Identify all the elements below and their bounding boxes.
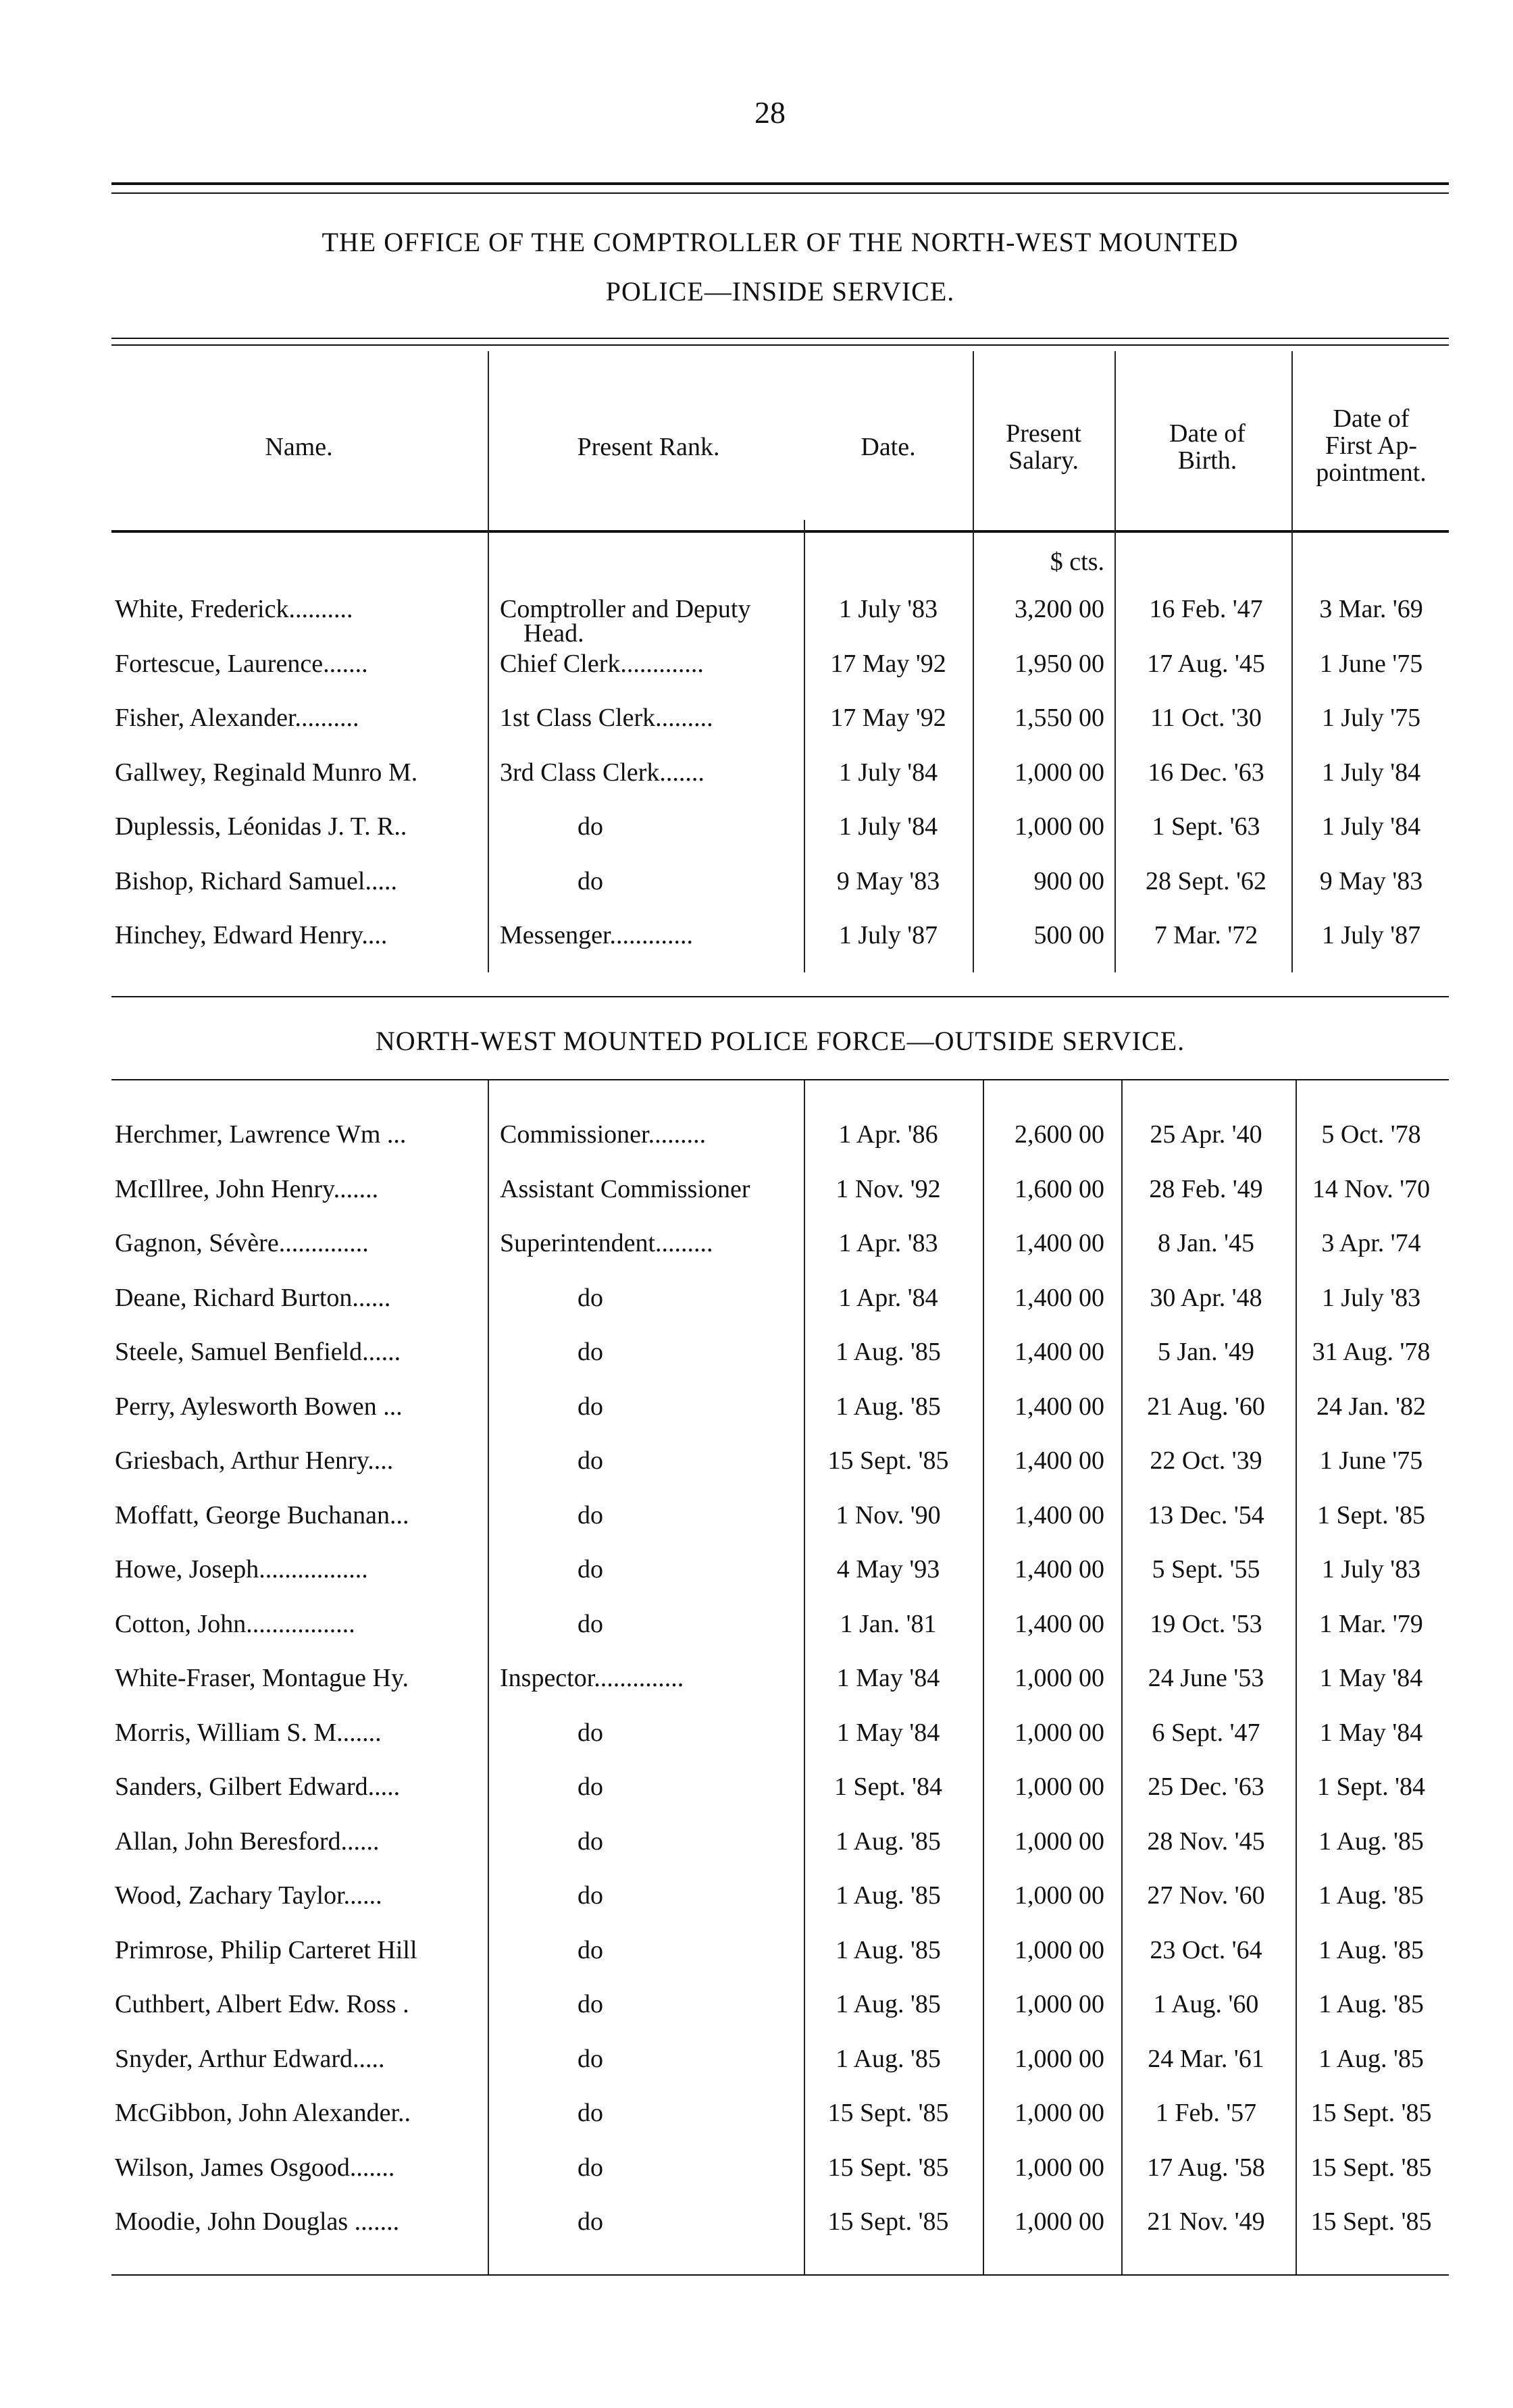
rank-cell: do	[578, 1990, 603, 2018]
salary-cell: 1,400 00	[1015, 1392, 1104, 1421]
salary-cell: 1,000 00	[1015, 2153, 1104, 2182]
rank-cell: do	[578, 2044, 603, 2073]
rank-cell: Inspector..............	[500, 1664, 684, 1692]
appointment-date: 1 Aug. '85	[1318, 2044, 1424, 2073]
salary-cell: 1,400 00	[1015, 1338, 1104, 1366]
appointment-date: 1 July '83	[1321, 1283, 1421, 1312]
appointment-date: 1 Sept. '85	[1317, 1500, 1425, 1529]
rank-date: 15 Sept. '85	[827, 2099, 949, 2127]
rank-cell: Chief Clerk.............	[500, 649, 704, 678]
salary-cell: 3,200 00	[1015, 595, 1104, 623]
rank-date: 1 Aug. '85	[836, 1935, 941, 1964]
appointment-date: 1 July '84	[1321, 812, 1421, 841]
salary-cell: 1,400 00	[1015, 1229, 1104, 1257]
appointment-date: 15 Sept. '85	[1310, 2099, 1432, 2127]
header-birth	[1121, 420, 1293, 474]
section2-title: NORTH-WEST MOUNTED POLICE FORCE—OUTSIDE SERVICE.	[375, 1026, 1185, 1056]
rank-cell: do	[578, 1500, 603, 1529]
person-name: Primrose, Philip Carteret Hill	[115, 1935, 417, 1964]
birth-date: 1 Feb. '57	[1155, 2099, 1257, 2127]
person-name: Snyder, Arthur Edward.....	[115, 2044, 385, 2073]
person-name: Allan, John Beresford......	[115, 1827, 380, 1856]
salary-cell: 1,000 00	[1015, 1935, 1104, 1964]
birth-date: 25 Apr. '40	[1150, 1120, 1262, 1149]
rank-cell: Superintendent.........	[500, 1229, 713, 1257]
person-name: Wood, Zachary Taylor......	[115, 1881, 382, 1910]
rank-cell: Assistant Commissioner	[500, 1174, 750, 1203]
person-name: Perry, Aylesworth Bowen ...	[115, 1392, 403, 1421]
rank-date: 1 Aug. '85	[836, 1338, 941, 1366]
table-row	[0, 920, 1513, 961]
birth-date: 7 Mar. '72	[1154, 921, 1258, 949]
table-row	[0, 1392, 1513, 1432]
person-name: Gallwey, Reginald Munro M.	[115, 758, 418, 787]
header-top-rule	[111, 338, 1449, 339]
rank-date: 1 Nov. '90	[836, 1500, 941, 1529]
birth-date: 24 June '53	[1148, 1664, 1264, 1692]
appointment-date: 15 Sept. '85	[1310, 2207, 1432, 2236]
rank-cell: do	[578, 2153, 603, 2182]
appointment-date: 1 Aug. '85	[1318, 1935, 1424, 1964]
appointment-date: 15 Sept. '85	[1310, 2153, 1432, 2182]
birth-date: 17 Aug. '58	[1147, 2153, 1265, 2182]
birth-date: 23 Oct. '64	[1150, 1935, 1262, 1964]
person-name: Howe, Joseph.................	[115, 1555, 368, 1583]
table-row	[0, 1446, 1513, 1486]
appointment-date: 1 July '75	[1321, 704, 1421, 732]
header-birth-line1: Date of	[1169, 419, 1246, 448]
table-row	[0, 1337, 1513, 1378]
birth-date: 1 Sept. '63	[1152, 812, 1260, 841]
appointment-date: 1 July '84	[1321, 758, 1421, 787]
rank-cell: do	[578, 1446, 603, 1475]
rank-date: 1 Apr. '86	[838, 1120, 938, 1149]
appointment-date: 1 Sept. '84	[1317, 1773, 1425, 1801]
appointment-date: 1 May '84	[1319, 1718, 1423, 1747]
birth-date: 24 Mar. '61	[1148, 2044, 1264, 2073]
header-birth-line2: Birth.	[1177, 446, 1237, 475]
rank-date: 1 July '83	[838, 595, 938, 623]
table-row	[0, 1554, 1513, 1595]
rank-cell: do	[578, 1392, 603, 1421]
appointment-date: 1 Aug. '85	[1318, 1827, 1424, 1856]
rank-date: 4 May '93	[836, 1555, 940, 1583]
appointment-date: 1 May '84	[1319, 1664, 1423, 1692]
appointment-date: 3 Mar. '69	[1319, 595, 1423, 623]
person-name: White, Frederick..........	[115, 595, 353, 623]
table-row	[0, 1772, 1513, 1812]
rank-cell: do	[578, 1609, 603, 1638]
person-name: Fisher, Alexander..........	[115, 704, 359, 732]
salary-cell: 1,400 00	[1015, 1555, 1104, 1583]
table-row	[0, 594, 1513, 648]
birth-date: 17 Aug. '45	[1147, 649, 1265, 678]
rank-cell: do	[578, 1935, 603, 1964]
appointment-date: 5 Oct. '78	[1321, 1120, 1421, 1149]
person-name: Wilson, James Osgood.......	[115, 2153, 395, 2182]
rank-date: 17 May '92	[830, 649, 946, 678]
currency-units: $ cts.	[1050, 548, 1104, 576]
rank-cell: do	[578, 1881, 603, 1910]
table-row	[0, 812, 1513, 852]
section1-title-line2: POLICE—INSIDE SERVICE.	[605, 276, 955, 307]
header-bottom-rule	[111, 530, 1449, 533]
table-row	[0, 649, 1513, 689]
rank-date: 15 Sept. '85	[827, 2153, 949, 2182]
table-row	[0, 1609, 1513, 1650]
rank-date: 15 Sept. '85	[827, 2207, 949, 2236]
table-row	[0, 1500, 1513, 1541]
birth-date: 28 Sept. '62	[1146, 866, 1266, 895]
person-name: Deane, Richard Burton......	[115, 1283, 391, 1312]
birth-date: 16 Feb. '47	[1149, 595, 1263, 623]
salary-cell: 1,000 00	[1015, 758, 1104, 787]
birth-date: 19 Oct. '53	[1150, 1609, 1262, 1638]
table-row	[0, 1120, 1513, 1160]
person-name: Cuthbert, Albert Edw. Ross .	[115, 1990, 409, 2018]
rank-cell: do	[578, 2207, 603, 2236]
rank-date: 1 Aug. '85	[836, 1990, 941, 2018]
section1-title-line1: THE OFFICE OF THE COMPTROLLER OF THE NORTH-WEST MOUNTED	[322, 227, 1239, 257]
page-number: 28	[754, 95, 786, 130]
person-name: Duplessis, Léonidas J. T. R..	[115, 812, 407, 841]
rank-date: 1 July '84	[838, 812, 938, 841]
salary-cell: 1,400 00	[1015, 1283, 1104, 1312]
appointment-date: 14 Nov. '70	[1312, 1174, 1431, 1203]
rank-date: 1 Jan. '81	[840, 1609, 937, 1638]
rank-date: 1 May '84	[836, 1718, 940, 1747]
table-row	[0, 1718, 1513, 1758]
person-name: Fortescue, Laurence.......	[115, 649, 368, 678]
header-salary-line2: Salary.	[1008, 446, 1079, 475]
appointment-date: 31 Aug. '78	[1312, 1338, 1431, 1366]
appointment-date: 9 May '83	[1319, 866, 1423, 895]
birth-date: 28 Feb. '49	[1149, 1174, 1263, 1203]
bottom-rule	[111, 2274, 1449, 2276]
table-row	[0, 1663, 1513, 1704]
table-row	[0, 1827, 1513, 1867]
person-name: Hinchey, Edward Henry....	[115, 921, 388, 949]
birth-date: 25 Dec. '63	[1148, 1773, 1264, 1801]
rank-date: 1 Aug. '85	[836, 2044, 941, 2073]
top-rule	[111, 182, 1449, 185]
section2-top-rule	[111, 996, 1449, 997]
salary-cell: 500 00	[1033, 921, 1104, 949]
table-row	[0, 703, 1513, 743]
header-appt-line1: Date of	[1333, 404, 1410, 433]
birth-date: 16 Dec. '63	[1148, 758, 1264, 787]
header-appt-line3: pointment.	[1316, 459, 1427, 487]
person-name: Gagnon, Sévère..............	[115, 1229, 369, 1257]
appointment-date: 1 June '75	[1319, 1446, 1423, 1475]
birth-date: 21 Nov. '49	[1147, 2207, 1265, 2236]
birth-date: 27 Nov. '60	[1147, 1881, 1265, 1910]
salary-cell: 1,000 00	[1015, 1827, 1104, 1856]
person-name: Morris, William S. M.......	[115, 1718, 382, 1747]
header-date: Date.	[861, 433, 916, 461]
salary-cell: 1,000 00	[1015, 1881, 1104, 1910]
rank-date: 1 July '87	[838, 921, 938, 949]
birth-date: 1 Aug. '60	[1153, 1990, 1259, 2018]
salary-cell: 2,600 00	[1015, 1120, 1104, 1149]
salary-cell: 1,600 00	[1015, 1174, 1104, 1203]
person-name: Steele, Samuel Benfield......	[115, 1338, 401, 1366]
salary-cell: 1,000 00	[1015, 1664, 1104, 1692]
salary-cell: 1,400 00	[1015, 1500, 1104, 1529]
appointment-date: 3 Apr. '74	[1321, 1229, 1421, 1257]
birth-date: 13 Dec. '54	[1148, 1500, 1264, 1529]
header-top-rule-2	[111, 344, 1449, 346]
rank-date: 1 May '84	[836, 1664, 940, 1692]
person-name: Moffatt, George Buchanan...	[115, 1500, 409, 1529]
rank-date: 1 Nov. '92	[836, 1174, 941, 1203]
salary-cell: 1,400 00	[1015, 1609, 1104, 1638]
table-row	[0, 2153, 1513, 2193]
birth-date: 22 Oct. '39	[1150, 1446, 1262, 1475]
header-name: Name.	[265, 433, 333, 461]
rank-cell: Messenger.............	[500, 921, 694, 949]
table-row	[0, 1935, 1513, 1976]
salary-cell: 1,400 00	[1015, 1446, 1104, 1475]
salary-cell: 1,000 00	[1015, 2207, 1104, 2236]
salary-cell: 1,000 00	[1015, 1990, 1104, 2018]
header-salary-line1: Present	[1006, 419, 1081, 448]
person-name: Bishop, Richard Samuel.....	[115, 866, 397, 895]
person-name: Cotton, John.................	[115, 1609, 355, 1638]
rank-cell: do	[578, 1827, 603, 1856]
appointment-date: 24 Jan. '82	[1316, 1392, 1426, 1421]
person-name: White-Fraser, Montague Hy.	[115, 1664, 409, 1692]
salary-cell: 1,000 00	[1015, 1773, 1104, 1801]
person-name: Herchmer, Lawrence Wm ...	[115, 1120, 407, 1149]
rank-date: 1 Aug. '85	[836, 1827, 941, 1856]
salary-cell: 900 00	[1033, 866, 1104, 895]
appointment-date: 1 July '83	[1321, 1555, 1421, 1583]
salary-cell: 1,000 00	[1015, 1718, 1104, 1747]
rank-date: 9 May '83	[836, 866, 940, 895]
salary-cell: 1,950 00	[1015, 649, 1104, 678]
person-name: McGibbon, John Alexander..	[115, 2099, 411, 2127]
rank-cell: Commissioner.........	[500, 1120, 707, 1149]
person-name: Moodie, John Douglas .......	[115, 2207, 400, 2236]
rank-cell: do	[578, 1555, 603, 1583]
appointment-date: 1 July '87	[1321, 921, 1421, 949]
table-row	[0, 1174, 1513, 1215]
person-name: McIllree, John Henry.......	[115, 1174, 379, 1203]
person-name: Griesbach, Arthur Henry....	[115, 1446, 394, 1475]
rank-date: 1 Sept. '84	[834, 1773, 942, 1801]
top-rule-thin	[111, 192, 1449, 194]
birth-date: 5 Sept. '55	[1152, 1555, 1260, 1583]
appointment-date: 1 Aug. '85	[1318, 1881, 1424, 1910]
salary-cell: 1,000 00	[1015, 2099, 1104, 2127]
rank-cell: do	[578, 1773, 603, 1801]
table-row	[0, 758, 1513, 798]
appointment-date: 1 June '75	[1319, 649, 1423, 678]
rank-date: 1 Apr. '83	[838, 1229, 938, 1257]
rank-cell: 1st Class Clerk.........	[500, 704, 713, 732]
birth-date: 5 Jan. '49	[1157, 1338, 1254, 1366]
rank-cell: 3rd Class Clerk.......	[500, 758, 704, 787]
rank-cell: Comptroller and Deputy	[500, 595, 751, 623]
table-row	[0, 2044, 1513, 2085]
rank-date: 1 Apr. '84	[838, 1283, 938, 1312]
rank-cell: do	[578, 2099, 603, 2127]
birth-date: 28 Nov. '45	[1147, 1827, 1265, 1856]
appointment-date: 1 Aug. '85	[1318, 1990, 1424, 2018]
header-salary	[976, 420, 1111, 474]
rank-cell: do	[578, 1338, 603, 1366]
rank-date: 1 Aug. '85	[836, 1392, 941, 1421]
table-row	[0, 1989, 1513, 2030]
rank-cell: do	[578, 1283, 603, 1312]
section2-header-rule	[111, 1079, 1449, 1080]
birth-date: 30 Apr. '48	[1150, 1283, 1262, 1312]
rank-date: 17 May '92	[830, 704, 946, 732]
birth-date: 11 Oct. '30	[1150, 704, 1262, 732]
birth-date: 21 Aug. '60	[1147, 1392, 1265, 1421]
appointment-date: 1 Mar. '79	[1319, 1609, 1423, 1638]
salary-cell: 1,550 00	[1015, 704, 1104, 732]
rank-cell: do	[578, 1718, 603, 1747]
salary-cell: 1,000 00	[1015, 812, 1104, 841]
rank-cell: do	[578, 866, 603, 895]
rank-date: 1 Aug. '85	[836, 1881, 941, 1910]
table-row	[0, 1881, 1513, 1921]
birth-date: 8 Jan. '45	[1157, 1229, 1254, 1257]
header-rank: Present Rank.	[577, 433, 720, 461]
rank-date: 1 July '84	[838, 758, 938, 787]
rank-cell: do	[578, 812, 603, 841]
table-row	[0, 1283, 1513, 1324]
salary-cell: 1,000 00	[1015, 2044, 1104, 2073]
birth-date: 6 Sept. '47	[1152, 1718, 1260, 1747]
rank-cell-continued: Head.	[523, 619, 584, 648]
table-row	[0, 866, 1513, 907]
person-name: Sanders, Gilbert Edward.....	[115, 1773, 401, 1801]
table-row	[0, 2098, 1513, 2139]
table-row	[0, 2207, 1513, 2247]
table-row	[0, 1228, 1513, 1269]
header-appointment	[1297, 405, 1445, 486]
rank-date: 15 Sept. '85	[827, 1446, 949, 1475]
header-appt-line2: First Ap-	[1325, 431, 1418, 460]
